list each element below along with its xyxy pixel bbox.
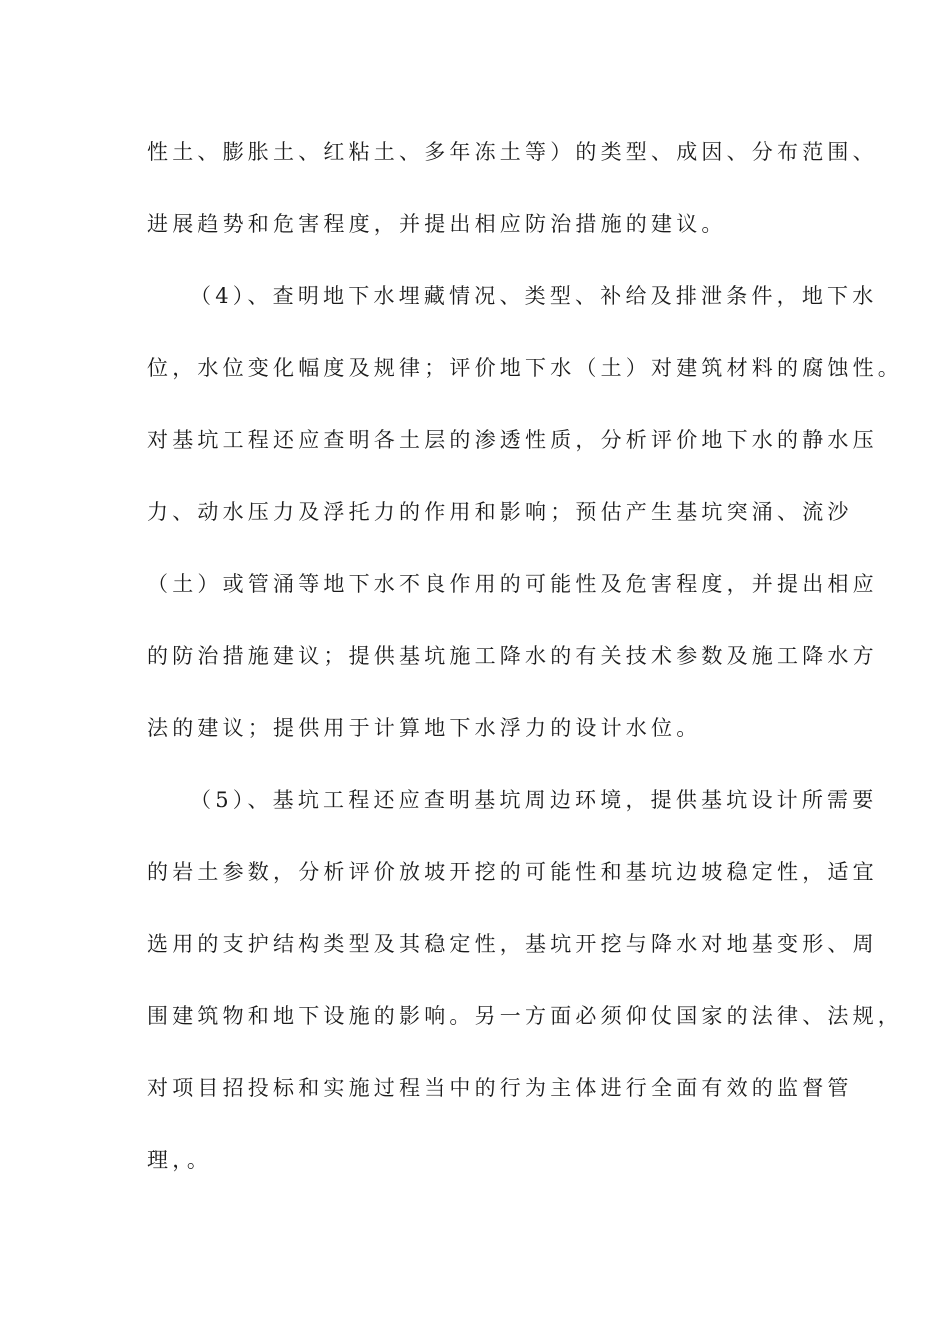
paragraph-line: 选用的支护结构类型及其稳定性，基坑开挖与降水对地基变形、周 xyxy=(147,932,878,956)
paragraph-line: 位，水位变化幅度及规律；评价地下水（土）对建筑材料的腐蚀性。 xyxy=(147,356,903,380)
paragraph-line: 围建筑物和地下设施的影响。另一方面必须仰仗国家的法律、法规， xyxy=(147,1004,903,1028)
paragraph-line: 法的建议；提供用于计算地下水浮力的设计水位。 xyxy=(147,716,702,740)
paragraph-line: 对基坑工程还应查明各土层的渗透性质，分析评价地下水的静水压 xyxy=(147,428,878,452)
paragraph-line: （4）、查明地下水埋藏情况、类型、补给及排泄条件，地下水 xyxy=(190,284,878,308)
paragraph-line: 理，。 xyxy=(147,1148,213,1172)
paragraph-line: 进展趋势和危害程度，并提出相应防治措施的建议。 xyxy=(147,212,727,236)
paragraph-line: （土）或管涌等地下水不良作用的可能性及危害程度，并提出相应 xyxy=(147,572,878,596)
paragraph-line: 的岩土参数，分析评价放坡开挖的可能性和基坑边坡稳定性，适宜 xyxy=(147,860,878,884)
paragraph-line: 对项目招投标和实施过程当中的行为主体进行全面有效的监督管 xyxy=(147,1076,853,1100)
paragraph-line: 力、动水压力及浮托力的作用和影响；预估产生基坑突涌、流沙 xyxy=(147,500,853,524)
paragraph-line: 性土、膨胀土、红粘土、多年冻土等）的类型、成因、分布范围、 xyxy=(147,140,878,164)
paragraph-line: （5）、基坑工程还应查明基坑周边环境，提供基坑设计所需要 xyxy=(190,788,878,812)
paragraph-line: 的防治措施建议；提供基坑施工降水的有关技术参数及施工降水方 xyxy=(147,644,878,668)
